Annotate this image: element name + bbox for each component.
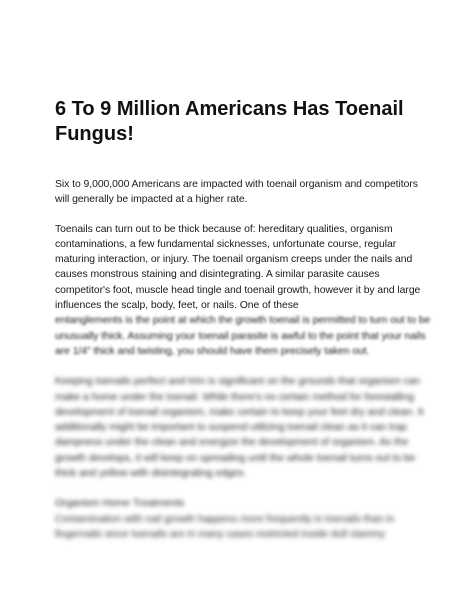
document-title: 6 To 9 Million Americans Has Toenail Fungus! — [55, 98, 404, 145]
document-page — [55, 97, 433, 542]
section-heading: Organism Home Treatments — [55, 498, 185, 510]
keeping-paragraph: Keeping toenails perfect and trim is significant on the grounds that organism can make a home under the toenail. While there's no certain method for forestalling development of toenail organism, make certain to keep your feet dry and clean. It additionally might be important to suspend utilizing toenail clean as it can trap dampness under the clean and energize the development of organism. As the growth develops, it will keep on spreading until the whole toenail turns out to be thick and yellow with disintegrating edges. — [55, 376, 424, 480]
causes-paragraph-visible: Toenails can turn out to be thick because of: hereditary qualities, organism contaminations, a few fundamental sicknesses, unfortunate course, regular maturing interaction, or injury. The toenail organism creeps under the nails and causes monstrous staining and disintegrating. A similar parasite causes competitor's foot, muscle head tingle and toenail growth, however it by and large influences the scalp, body, feet, or nails. One of these — [55, 223, 421, 312]
causes-paragraph — [55, 222, 433, 360]
causes-paragraph-blurred: entanglements is the point at which the growth toenail is permitted to turn out to be unusually thick. Assuming your toenail parasite is awful to the point that your nails are 1/4" thick and twisting, you should have them precisely taken out. — [55, 315, 431, 357]
intro-paragraph: Six to 9,000,000 Americans are impacted with toenail organism and competitors will generally be impacted at a higher rate. — [55, 179, 418, 206]
section-paragraph: Contamination with nail growth happens more frequently in toenails than in fingernails since toenails are in many cases restricted inside dull clammy — [55, 513, 395, 540]
